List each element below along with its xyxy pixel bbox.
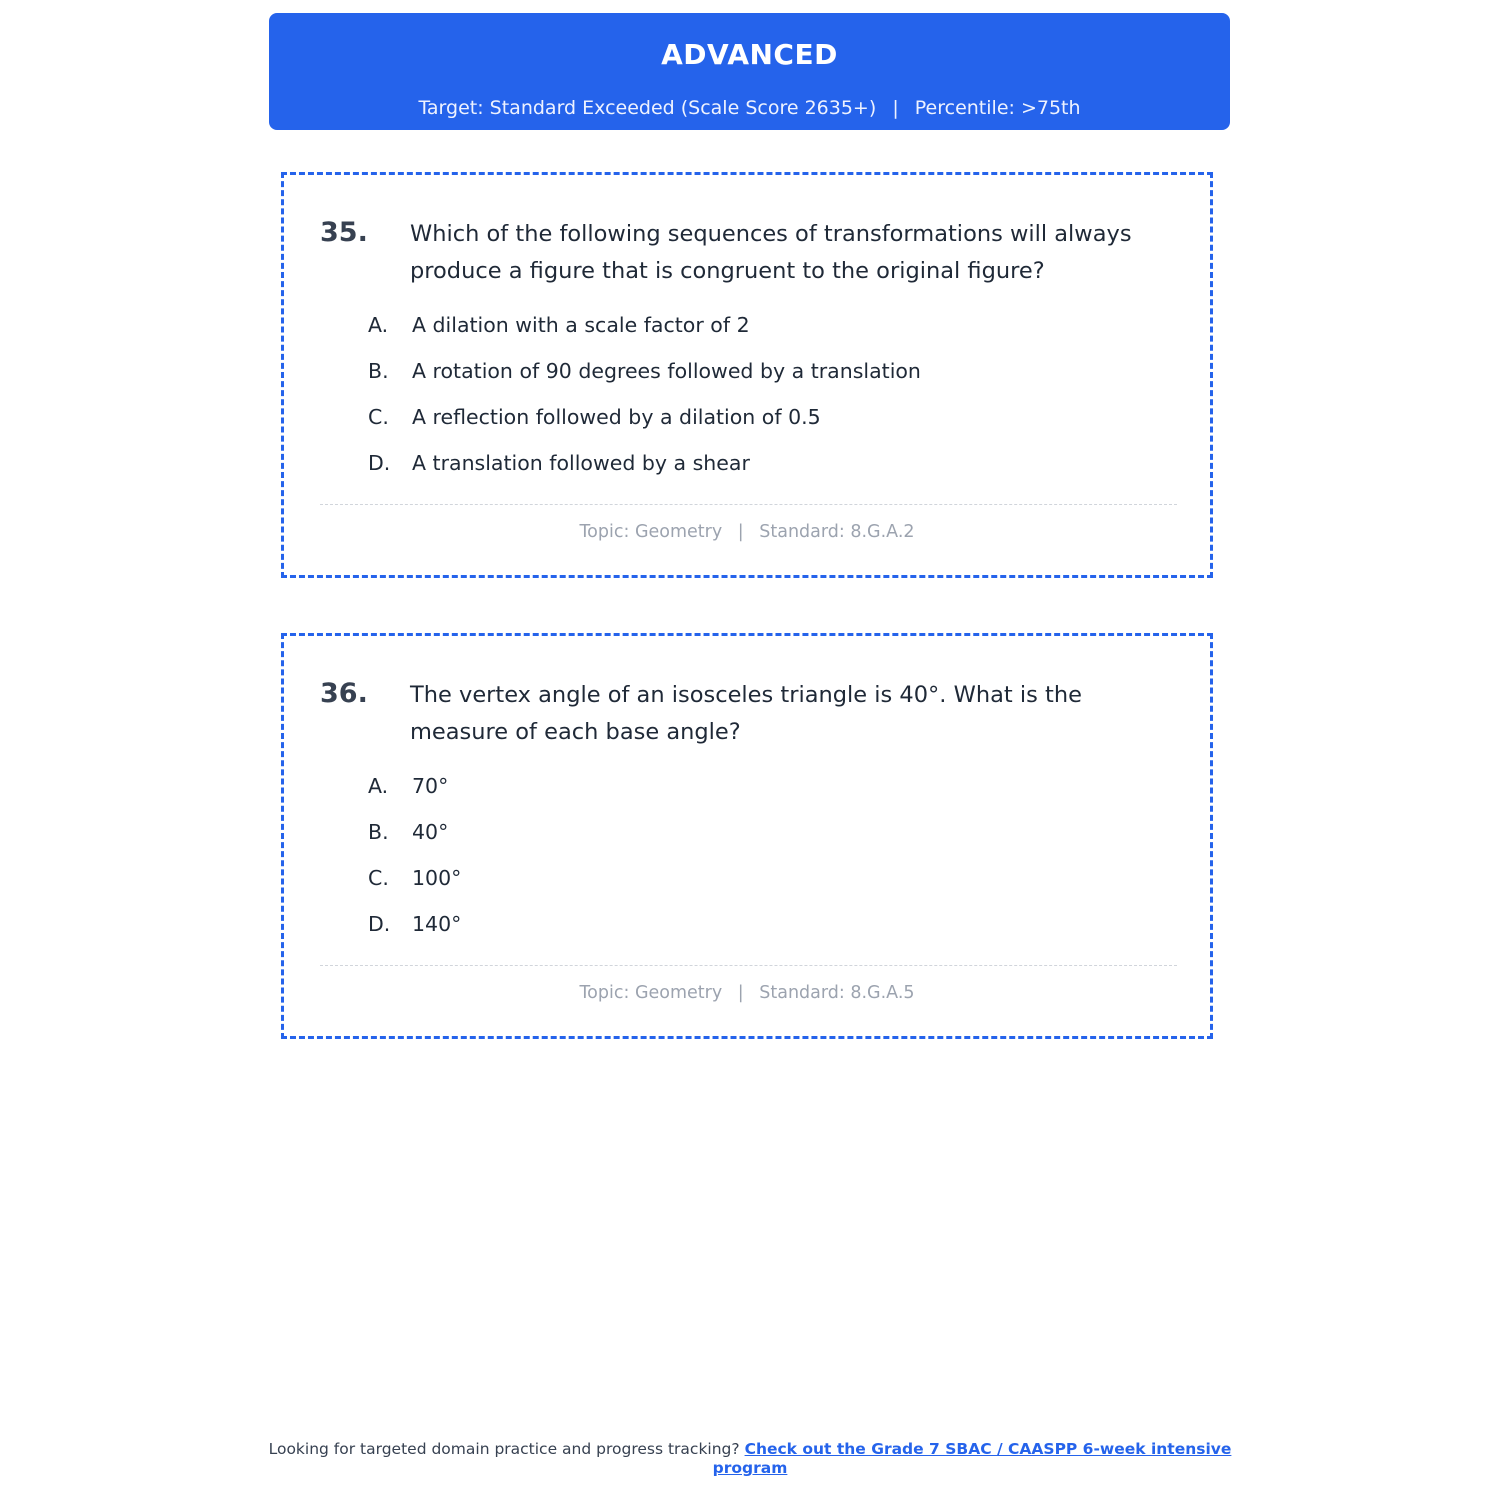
percentile-text: Percentile: >75th <box>914 97 1081 119</box>
separator: | <box>892 97 899 119</box>
answer-option-d[interactable] <box>368 908 461 954</box>
level-subtitle <box>269 95 1230 121</box>
option-letter: A. <box>368 774 389 798</box>
answer-option-c[interactable] <box>368 862 461 908</box>
option-text: 140° <box>412 912 462 936</box>
standard-label: Standard: 8.G.A.2 <box>759 522 915 542</box>
option-text: A rotation of 90 degrees followed by a translation <box>412 359 921 383</box>
option-text: A dilation with a scale factor of 2 <box>412 313 750 337</box>
promo-footer <box>260 1440 1240 1478</box>
question-text: The vertex angle of an isosceles triangle is 40°. What is the measure of each base angle? <box>410 682 1082 745</box>
option-letter: A. <box>368 313 389 337</box>
target-text: Target: Standard Exceeded (Scale Score 2635+) <box>418 97 877 119</box>
level-title: ADVANCED <box>661 38 838 71</box>
question-card-35 <box>281 172 1213 578</box>
footer-text: Looking for targeted domain practice and progress tracking? <box>268 1440 740 1458</box>
answer-option-d[interactable] <box>368 447 921 493</box>
answer-options <box>368 770 461 954</box>
question-number: 36. <box>320 678 368 709</box>
option-text: A translation followed by a shear <box>412 451 750 475</box>
question-number: 35. <box>320 217 368 248</box>
option-text: 100° <box>412 866 462 890</box>
answer-option-b[interactable] <box>368 355 921 401</box>
program-link[interactable]: Check out the Grade 7 SBAC / CAASPP 6-week intensive program <box>712 1440 1232 1477</box>
answer-option-c[interactable] <box>368 401 921 447</box>
option-letter: B. <box>368 359 389 383</box>
question-text: Which of the following sequences of transformations will always produce a figure that is congruent to the original figure? <box>410 221 1132 284</box>
option-letter: C. <box>368 405 389 429</box>
option-letter: D. <box>368 451 391 475</box>
divider <box>320 504 1177 505</box>
answer-options <box>368 309 921 493</box>
answer-option-a[interactable] <box>368 309 921 355</box>
option-letter: D. <box>368 912 391 936</box>
question-card-36 <box>281 633 1213 1039</box>
separator: | <box>737 983 744 1003</box>
separator: | <box>737 522 744 542</box>
option-text: 40° <box>412 820 449 844</box>
question-meta <box>284 981 1210 1005</box>
answer-option-a[interactable] <box>368 770 461 816</box>
option-text: A reflection followed by a dilation of 0.5 <box>412 405 821 429</box>
option-letter: C. <box>368 866 389 890</box>
topic-label: Topic: Geometry <box>579 983 723 1003</box>
question-meta <box>284 520 1210 544</box>
answer-option-b[interactable] <box>368 816 461 862</box>
divider <box>320 965 1177 966</box>
option-letter: B. <box>368 820 389 844</box>
standard-label: Standard: 8.G.A.5 <box>759 983 915 1003</box>
topic-label: Topic: Geometry <box>579 522 723 542</box>
level-banner <box>269 13 1230 130</box>
option-text: 70° <box>412 774 449 798</box>
